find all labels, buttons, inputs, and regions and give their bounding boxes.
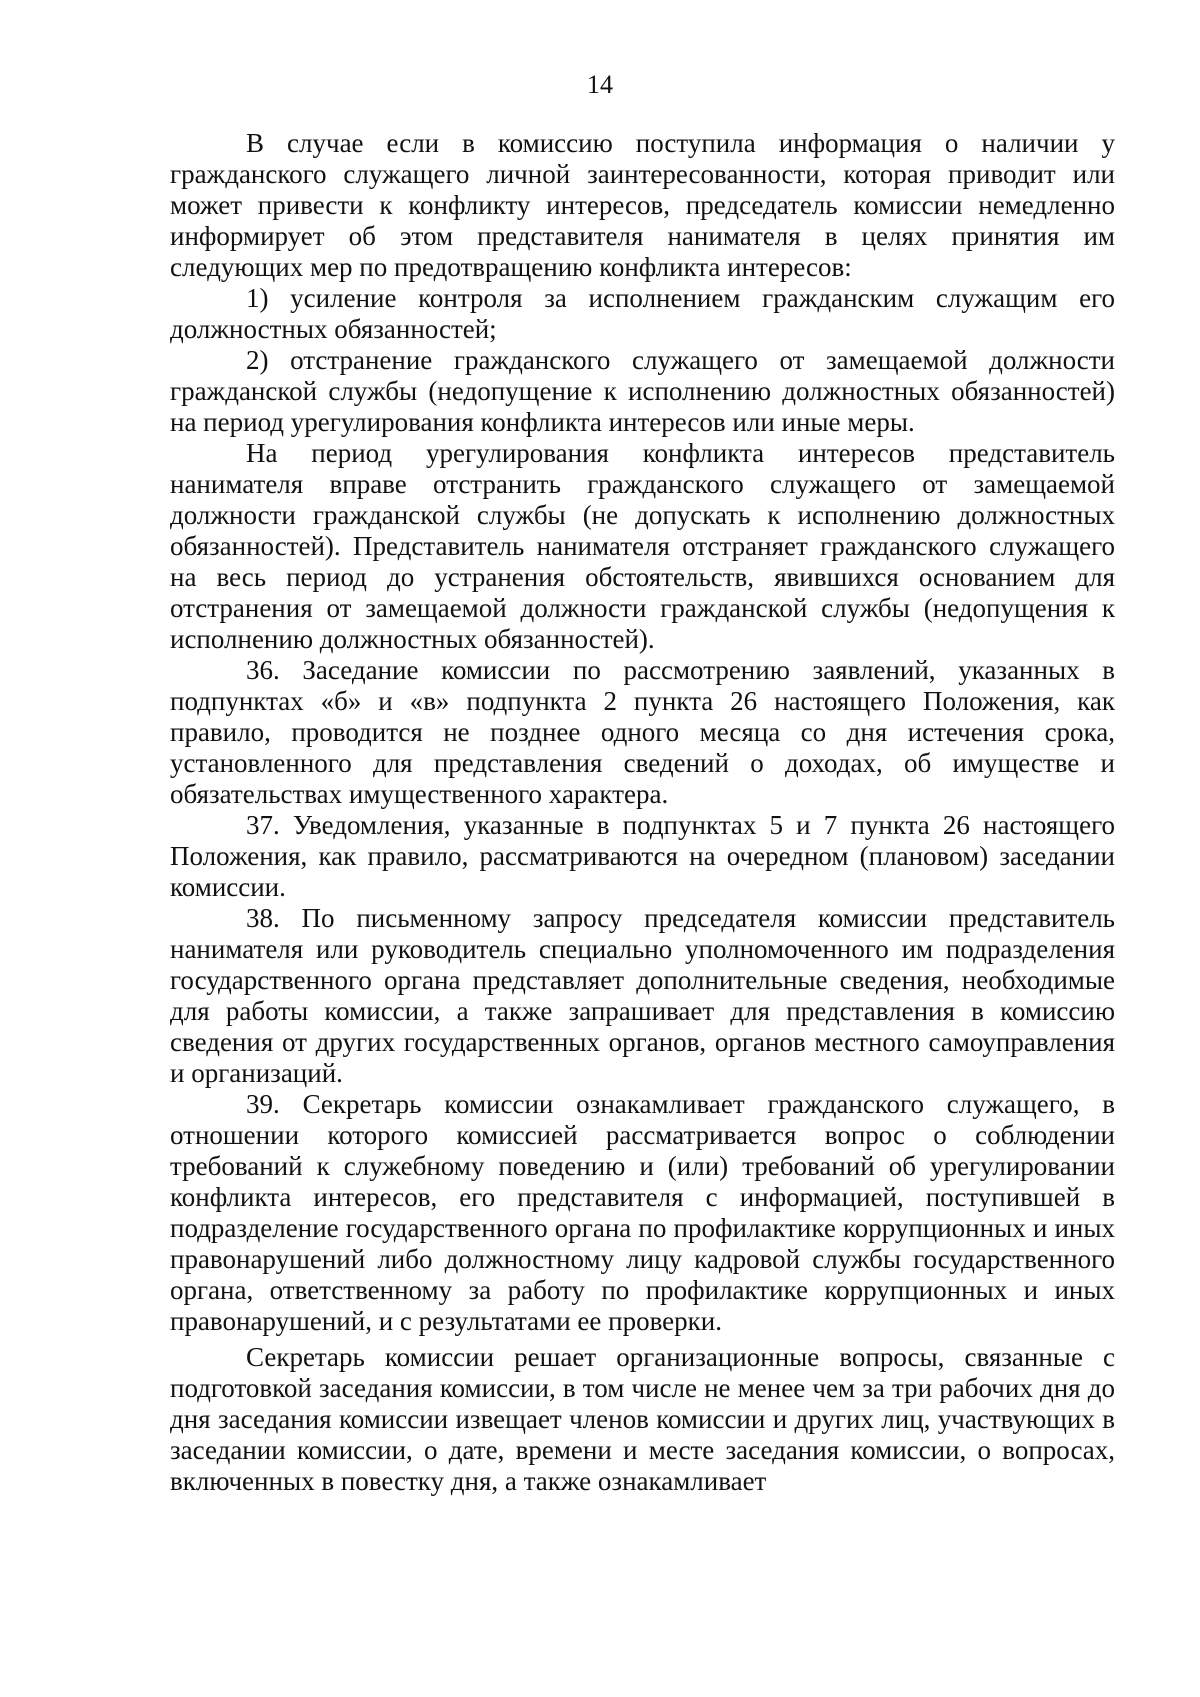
paragraph-measure-2: 2) отстранение гражданского служащего от замещаемой должности гражданской службы (недопущение к исполнению должностных обязанностей) на период урегулирования конфликта интересов или иные меры.	[170, 345, 1115, 437]
document-body	[170, 128, 1115, 1497]
paragraph-item-39: 39. Секретарь комиссии ознакамливает гражданского служащего, в отношении которого комиссией рассматривается вопрос о соблюдении требований к служебному поведению и (или) требований об урегулировании конфликта интересов, его представителя с информацией, поступившей в подразделение государственного органа по профилактике коррупционных и иных правонарушений либо должностному лицу кадровой службы государственного органа, ответственному за работу по профилактике коррупционных и иных правонарушений, и с результатами ее проверки.	[170, 1089, 1115, 1336]
paragraph-commission-information: В случае если в комиссию поступила информация о наличии у гражданского служащего личной заинтересованности, которая приводит или может привести к конфликту интересов, председатель комиссии немедленно информирует об этом представителя нанимателя в целях принятия им следующих мер по предотвращению конфликта интересов:	[170, 128, 1115, 282]
paragraph-suspension: На период урегулирования конфликта интересов представитель нанимателя вправе отстранить гражданского служащего от замещаемой должности гражданской службы (не допускать к исполнению должностных обязанностей). Представитель нанимателя отстраняет гражданского служащего на весь период до устранения обстоятельств, явившихся основанием для отстранения от замещаемой должности гражданской службы (недопущения к исполнению должностных обязанностей).	[170, 438, 1115, 654]
paragraph-measure-1: 1) усиление контроля за исполнением гражданским служащим его должностных обязанностей;	[170, 283, 1115, 344]
paragraph-item-38: 38. По письменному запросу председателя комиссии представитель нанимателя или руководитель специально уполномоченного им подразделения государственного органа представляет дополнительные сведения, необходимые для работы комиссии, а также запрашивает для представления в комиссию сведения от других государственных органов, органов местного самоуправления и организаций.	[170, 903, 1115, 1088]
paragraph-item-37: 37. Уведомления, указанные в подпунктах 5 и 7 пункта 26 настоящего Положения, как правило, рассматриваются на очередном (плановом) заседании комиссии.	[170, 810, 1115, 902]
paragraph-secretary: Секретарь комиссии решает организационные вопросы, связанные с подготовкой заседания комиссии, в том числе не менее чем за три рабочих дня до дня заседания комиссии извещает членов комиссии и других лиц, участвующих в заседании комиссии, о дате, времени и месте заседания комиссии, о вопросах, включенных в повестку дня, а также ознакамливает	[170, 1342, 1115, 1496]
page-number: 14	[587, 70, 613, 99]
paragraph-item-36: 36. Заседание комиссии по рассмотрению заявлений, указанных в подпунктах «б» и «в» подпункта 2 пункта 26 настоящего Положения, как правило, проводится не позднее одного месяца со дня истечения срока, установленного для представления сведений о доходах, об имуществе и обязательствах имущественного характера.	[170, 655, 1115, 809]
